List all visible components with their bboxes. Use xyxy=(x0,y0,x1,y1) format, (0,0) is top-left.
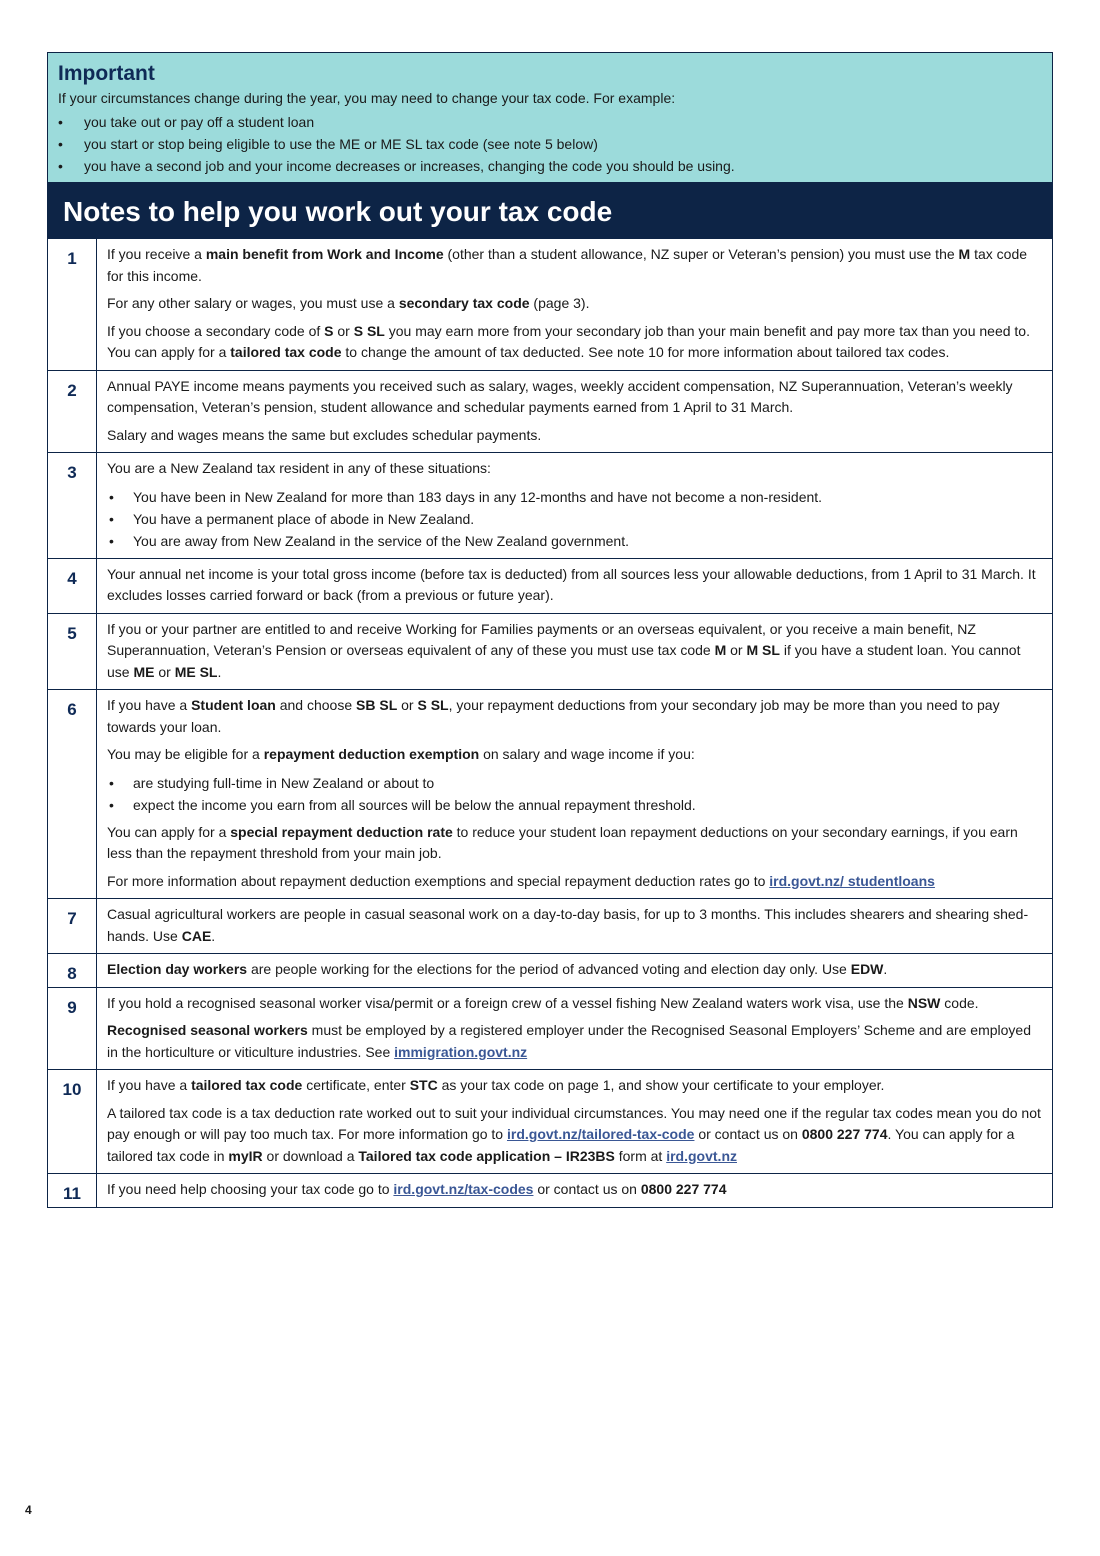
tax-code-notes-page xyxy=(47,52,1053,1208)
phone-number: 0800 227 774 xyxy=(801,1126,888,1142)
note-paragraph xyxy=(107,959,1042,981)
bold-text: M SL xyxy=(746,642,780,658)
bold-text: EDW xyxy=(850,961,884,977)
note-text xyxy=(97,239,1053,371)
text-span: . xyxy=(883,961,888,977)
note-paragraph xyxy=(107,321,1042,364)
note-list xyxy=(107,772,1042,816)
bold-text: Tailored tax code application – IR23BS xyxy=(358,1147,615,1164)
text-span: to change the amount of tax deducted. See note 10 for more information about tailored tax codes. xyxy=(341,344,950,360)
text-span: are people working for the elections for the period of advanced voting and election day only. Use xyxy=(247,961,851,977)
important-intro: If your circumstances change during the year, you may need to change your tax code. For example: xyxy=(58,90,676,106)
bold-text: tailored tax code xyxy=(191,1077,303,1093)
table-row xyxy=(48,899,1053,954)
note-number: 10 xyxy=(48,1070,97,1174)
note-number: 2 xyxy=(48,370,97,453)
text-span: form at xyxy=(614,1147,667,1164)
table-row xyxy=(48,453,1053,559)
note-number: 1 xyxy=(48,239,97,371)
text-span: . xyxy=(211,927,216,944)
note-paragraph: Salary and wages means the same but excludes schedular payments. xyxy=(107,426,542,443)
bold-text: S SL xyxy=(353,322,385,339)
bold-text: SB SL xyxy=(356,697,398,713)
text-span: If you need help choosing your tax code go to xyxy=(107,1181,394,1197)
text-span: to reduce your student loan repayment deductions on your secondary earnings, if you earn less than the repayment threshold from your main job. xyxy=(107,823,1018,861)
note-text xyxy=(97,690,1053,899)
important-list xyxy=(58,111,1042,177)
note-paragraph xyxy=(107,619,1042,684)
text-span: If you hold a recognised seasonal worker visa/permit or a foreign crew of a vessel fishing New Zealand waters work visa, use the xyxy=(107,994,908,1011)
list-item: • You have a permanent place of abode in New Zealand. xyxy=(107,508,1042,530)
text-span: or download a xyxy=(262,1147,359,1164)
text-span: must be employed by a registered employer under the Recognised Seasonal Employers’ Scheme and are employed in the horticulture or viticulture industries. See xyxy=(107,1022,1031,1060)
table-row xyxy=(48,613,1053,690)
text-span: you may earn more from your secondary job than your main benefit and pay more tax than you need to. You can apply for a xyxy=(107,322,1030,360)
note-number: 4 xyxy=(48,558,97,613)
text-span: For any other salary or wages, you must use a xyxy=(107,295,399,311)
text-span: If you have a xyxy=(107,697,192,713)
text-span: or contact us on xyxy=(694,1126,802,1142)
note-paragraph xyxy=(107,293,1042,315)
text-span: A tailored tax code is a tax deduction rate worked out to suit your individual circumstances. You may need one if the regular tax codes mean you do not pay enough or will pay too much tax. For more information go to xyxy=(107,1104,1041,1142)
bold-text: S xyxy=(324,322,334,339)
text-span: (page 3). xyxy=(529,295,590,311)
bold-text: repayment deduction exemption xyxy=(263,746,480,762)
note-paragraph xyxy=(107,904,1042,947)
note-number: 6 xyxy=(48,690,97,899)
tailored-tax-code-link[interactable]: ird.govt.nz/tailored-tax-code xyxy=(506,1126,695,1142)
bold-text: main benefit from Work and Income xyxy=(205,246,444,262)
note-text xyxy=(97,453,1053,559)
bold-text: secondary tax code xyxy=(398,295,530,311)
immigration-link[interactable]: immigration.govt.nz xyxy=(394,1043,528,1060)
text-span: . xyxy=(217,663,222,680)
list-item: • expect the income you earn from all sources will be below the annual repayment threshold. xyxy=(107,794,1042,816)
text-span: If you choose a secondary code of xyxy=(107,322,325,339)
bold-text: NSW xyxy=(907,994,941,1011)
text-span: If you have a xyxy=(107,1077,192,1093)
text-span: or contact us on xyxy=(533,1181,641,1197)
note-text xyxy=(97,558,1053,613)
text-span: or xyxy=(726,642,747,658)
note-paragraph xyxy=(107,1103,1042,1168)
note-text xyxy=(97,987,1053,1070)
list-item: • are studying full-time in New Zealand or about to xyxy=(107,772,1042,794)
note-number: 8 xyxy=(48,954,97,988)
text-span: (other than a student allowance, NZ super or Veteran’s pension) you must use the xyxy=(443,246,959,262)
table-row xyxy=(48,558,1053,613)
bold-text: myIR xyxy=(228,1147,263,1164)
table-row xyxy=(48,370,1053,453)
bold-text: special repayment deduction rate xyxy=(230,823,453,840)
notes-header: Notes to help you work out your tax code xyxy=(47,182,1053,238)
table-row xyxy=(48,1070,1053,1174)
ird-link[interactable]: ird.govt.nz xyxy=(666,1147,737,1164)
text-span: or xyxy=(154,663,175,680)
bold-text: tailored tax code xyxy=(230,344,342,360)
text-span: . You can apply for a tailored tax code in xyxy=(107,1126,1015,1164)
note-text xyxy=(97,899,1053,954)
note-paragraph: Your annual net income is your total gross income (before tax is deducted) from all sources less your allowable deductions, from 1 April to 31 March. It excludes losses carried forward or back (from a previous or future year). xyxy=(107,565,1036,603)
bold-text: ME SL xyxy=(174,663,218,680)
text-span: or xyxy=(333,322,354,339)
note-number: 9 xyxy=(48,987,97,1070)
text-span: For more information about repayment deduction exemptions and special repayment deduction rates go to xyxy=(107,872,770,889)
note-paragraph xyxy=(107,744,1042,766)
text-span: and choose xyxy=(275,697,357,713)
text-span: if you have a student loan. You cannot use xyxy=(107,642,1021,680)
tax-codes-link[interactable]: ird.govt.nz/tax-codes xyxy=(393,1181,534,1197)
text-span: If you receive a xyxy=(107,246,206,262)
table-row xyxy=(48,239,1053,371)
bold-text: Recognised seasonal workers xyxy=(107,1022,308,1038)
note-paragraph: Annual PAYE income means payments you received such as salary, wages, weekly accident compensation, NZ Superannuation, Veteran’s weekly compensation, Veteran’s pension, student allowance and schedular payments earned from 1 April to 31 March. xyxy=(107,377,1013,415)
list-item: • you start or stop being eligible to use the ME or ME SL tax code (see note 5 below) xyxy=(58,133,1042,155)
text-span: code. xyxy=(940,994,979,1011)
important-box xyxy=(47,52,1053,182)
text-span: tax code for this income. xyxy=(107,246,1028,284)
note-paragraph xyxy=(107,822,1042,865)
page-number: 4 xyxy=(25,1503,32,1517)
note-number: 7 xyxy=(48,899,97,954)
table-row xyxy=(48,1174,1053,1208)
text-span: , your repayment deductions from your secondary job may be more than you need to pay towards your loan. xyxy=(107,697,1000,735)
note-number: 3 xyxy=(48,453,97,559)
note-paragraph: You are a New Zealand tax resident in any of these situations: xyxy=(107,460,491,476)
note-text xyxy=(97,1070,1053,1174)
studentloans-link[interactable]: ird.govt.nz/ studentloans xyxy=(769,872,935,889)
note-text xyxy=(97,613,1053,690)
bold-text: M xyxy=(958,246,971,262)
table-row xyxy=(48,987,1053,1070)
bold-text: S SL xyxy=(417,697,449,713)
list-item: • You have been in New Zealand for more than 183 days in any 12-months and have not become a non-resident. xyxy=(107,486,1042,508)
text-span: If you or your partner are entitled to and receive Working for Families payments or an overseas equivalent, or you receive a main benefit, NZ Superannuation, Veteran’s Pension or overseas equivalent of any of these you must use tax code xyxy=(107,620,976,658)
list-item: • you take out or pay off a student loan xyxy=(58,111,1042,133)
text-span: or xyxy=(397,697,418,713)
bold-text: CAE xyxy=(181,927,212,944)
bold-text: Student loan xyxy=(191,697,276,713)
notes-table xyxy=(47,238,1053,1208)
note-number: 11 xyxy=(48,1174,97,1208)
note-text xyxy=(97,954,1053,988)
note-paragraph xyxy=(107,1075,1042,1097)
list-item: • you have a second job and your income decreases or increases, changing the code you should be using. xyxy=(58,155,1042,177)
note-paragraph xyxy=(107,1179,1042,1201)
text-span: as your tax code on page 1, and show your certificate to your employer. xyxy=(437,1077,885,1093)
note-text xyxy=(97,370,1053,453)
note-list xyxy=(107,486,1042,552)
bold-text: STC xyxy=(409,1077,438,1093)
text-span: Casual agricultural workers are people in casual seasonal work on a day-to-day basis, for up to 3 months. This includes shearers and shearing shed-hands. Use xyxy=(107,906,1029,944)
note-paragraph xyxy=(107,1020,1042,1063)
table-row xyxy=(48,690,1053,899)
table-row xyxy=(48,954,1053,988)
bold-text: Election day workers xyxy=(107,961,248,977)
bold-text: ME xyxy=(133,663,155,680)
note-paragraph xyxy=(107,993,1042,1015)
note-paragraph xyxy=(107,871,1042,893)
note-number: 5 xyxy=(48,613,97,690)
text-span: You may be eligible for a xyxy=(107,746,264,762)
note-paragraph xyxy=(107,695,1042,738)
text-span: You can apply for a xyxy=(107,823,231,840)
phone-number: 0800 227 774 xyxy=(640,1181,727,1197)
important-title: Important xyxy=(58,62,155,85)
bold-text: M xyxy=(714,642,727,658)
text-span: certificate, enter xyxy=(302,1077,410,1093)
note-text xyxy=(97,1174,1053,1208)
note-paragraph xyxy=(107,244,1042,287)
text-span: on salary and wage income if you: xyxy=(479,746,695,762)
list-item: • You are away from New Zealand in the service of the New Zealand government. xyxy=(107,530,1042,552)
